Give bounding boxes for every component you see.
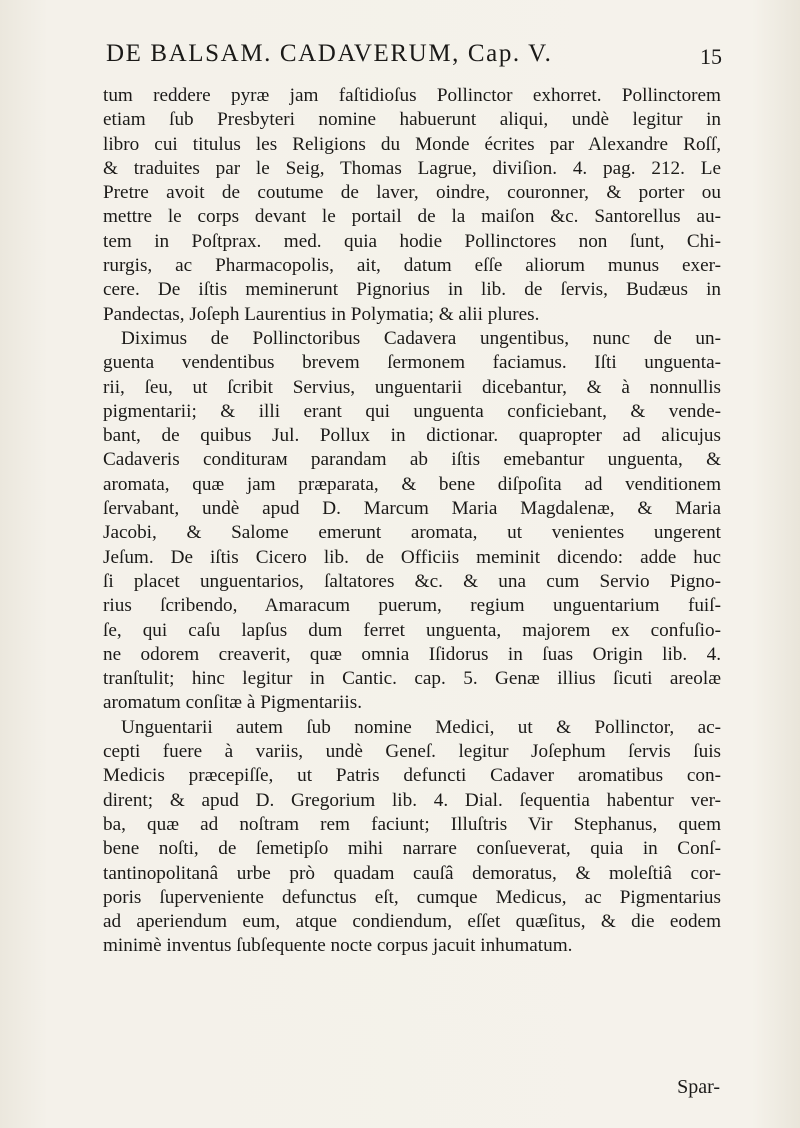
text-line: ba, quæ ad noſtram rem faciunt; Illuſtris Vir Stephanus, quem xyxy=(103,813,721,835)
text-line: tum reddere pyræ jam faſtidioſus Pollinctor exhorret. Pollinctorem xyxy=(103,85,721,106)
text-line: poris ſuperveniente defunctus eſt, cumque Medicus, ac Pigmentarius xyxy=(103,886,721,908)
text-line: ne odorem creaverit, quæ omnia Iſidorus in ſuas Origin lib. 4. xyxy=(103,643,721,665)
text-line: ad aperiendum eum, atque condiendum, eſſet quæſitus, & die eodem xyxy=(103,911,721,933)
text-line: aromata, quæ jam præparata, & bene diſpoſita ad venditionem xyxy=(103,473,721,495)
paragraph-first-line: Diximus de Pollinctoribus Cadavera ungentibus, nunc de un- xyxy=(121,327,721,349)
text-line: bene noſti, de ſemetipſo mihi narrare conſueverat, quia in Conſ- xyxy=(103,838,721,860)
text-line: Medicis præcepiſſe, ut Patris defuncti Cadaver aromatibus con- xyxy=(103,765,721,787)
text-line: tranſtulit; hinc legitur in Cantic. cap. 5. Genæ illius ſicuti areolæ xyxy=(103,668,721,690)
text-line: rii, ſeu, ut ſcribit Servius, unguentarii dicebantur, & à nonnullis xyxy=(103,376,721,398)
text-line: aromatum conſitæ à Pigmentariis. xyxy=(103,692,362,714)
catchword: Spar- xyxy=(677,1076,720,1098)
body-text xyxy=(103,84,721,959)
text-line: minimè inventus ſubſequente nocte corpus jacuit inhumatum. xyxy=(103,935,573,957)
running-head xyxy=(106,40,722,80)
text-line: rius ſcribendo, Amaracum puerum, regium unguentarium fuiſ- xyxy=(103,595,721,617)
text-line: Jeſum. De iſtis Cicero lib. de Officiis meminit dicendo: adde huc xyxy=(103,546,721,568)
text-line: ſervabant, undè apud D. Marcum Maria Magdalenæ, & Maria xyxy=(103,498,721,520)
text-line: ſi placet unguentarios, ſaltatores &c. & una cum Servio Pigno- xyxy=(103,570,721,592)
text-line: tem in Poſtprax. med. quia hodie Pollinctores non ſunt, Chi- xyxy=(103,230,721,252)
text-line: Pretre avoit de coutume de laver, oindre, couronner, & porter ou xyxy=(103,182,721,204)
text-line: etiam ſub Presbyteri nomine habuerunt aliqui, undè legitur in xyxy=(103,109,721,131)
text-line: mettre le corps devant le portail de la maiſon &c. Santorellus au- xyxy=(103,206,721,228)
text-line: guenta vendentibus brevem ſermonem faciamus. Iſti unguenta- xyxy=(103,352,721,374)
text-line: Pandectas, Joſeph Laurentius in Polymatia; & alii plures. xyxy=(103,303,540,325)
text-line: dirent; & apud D. Gregorium lib. 4. Dial. ſequentia habentur ver- xyxy=(103,789,721,811)
text-line: pigmentarii; & illi erant qui unguenta conficiebant, & vende- xyxy=(103,400,721,422)
text-line: tantinopolitanâ urbe prò quadam cauſâ demoratus, & moleſtiâ cor- xyxy=(103,862,721,884)
page-number: 15 xyxy=(700,44,722,69)
text-line: libro cui titulus les Religions du Monde écrites par Alexandre Roſſ, xyxy=(103,133,721,155)
text-line: Jacobi, & Salome emerunt aromata, ut venientes ungerent xyxy=(103,522,721,544)
text-line: cere. De iſtis meminerunt Pignorius in lib. de ſervis, Budæus in xyxy=(103,279,721,301)
text-line: & traduites par le Seig, Thomas Lagrue, diviſion. 4. pag. 212. Le xyxy=(103,157,721,179)
text-line: cepti fuere à variis, undè Geneſ. legitur Joſephum ſervis ſuis xyxy=(103,741,721,763)
text-line: ſe, qui caſu lapſus dum ferret unguenta, majorem ex confuſio- xyxy=(103,619,721,641)
text-line: bant, de quibus Jul. Pollux in dictionar. quapropter ad alicujus xyxy=(103,425,721,447)
running-title: DE BALSAM. CADAVERUM, Cap. V. xyxy=(106,40,553,67)
text-line: rurgis, ac Pharmacopolis, ait, datum eſſe aliorum munus exer- xyxy=(103,255,721,277)
paragraph-first-line: Unguentarii autem ſub nomine Medici, ut & Pollinctor, ac- xyxy=(121,716,721,738)
text-line: Cadaveris conditurам parandam ab iſtis emebantur unguenta, & xyxy=(103,449,721,471)
